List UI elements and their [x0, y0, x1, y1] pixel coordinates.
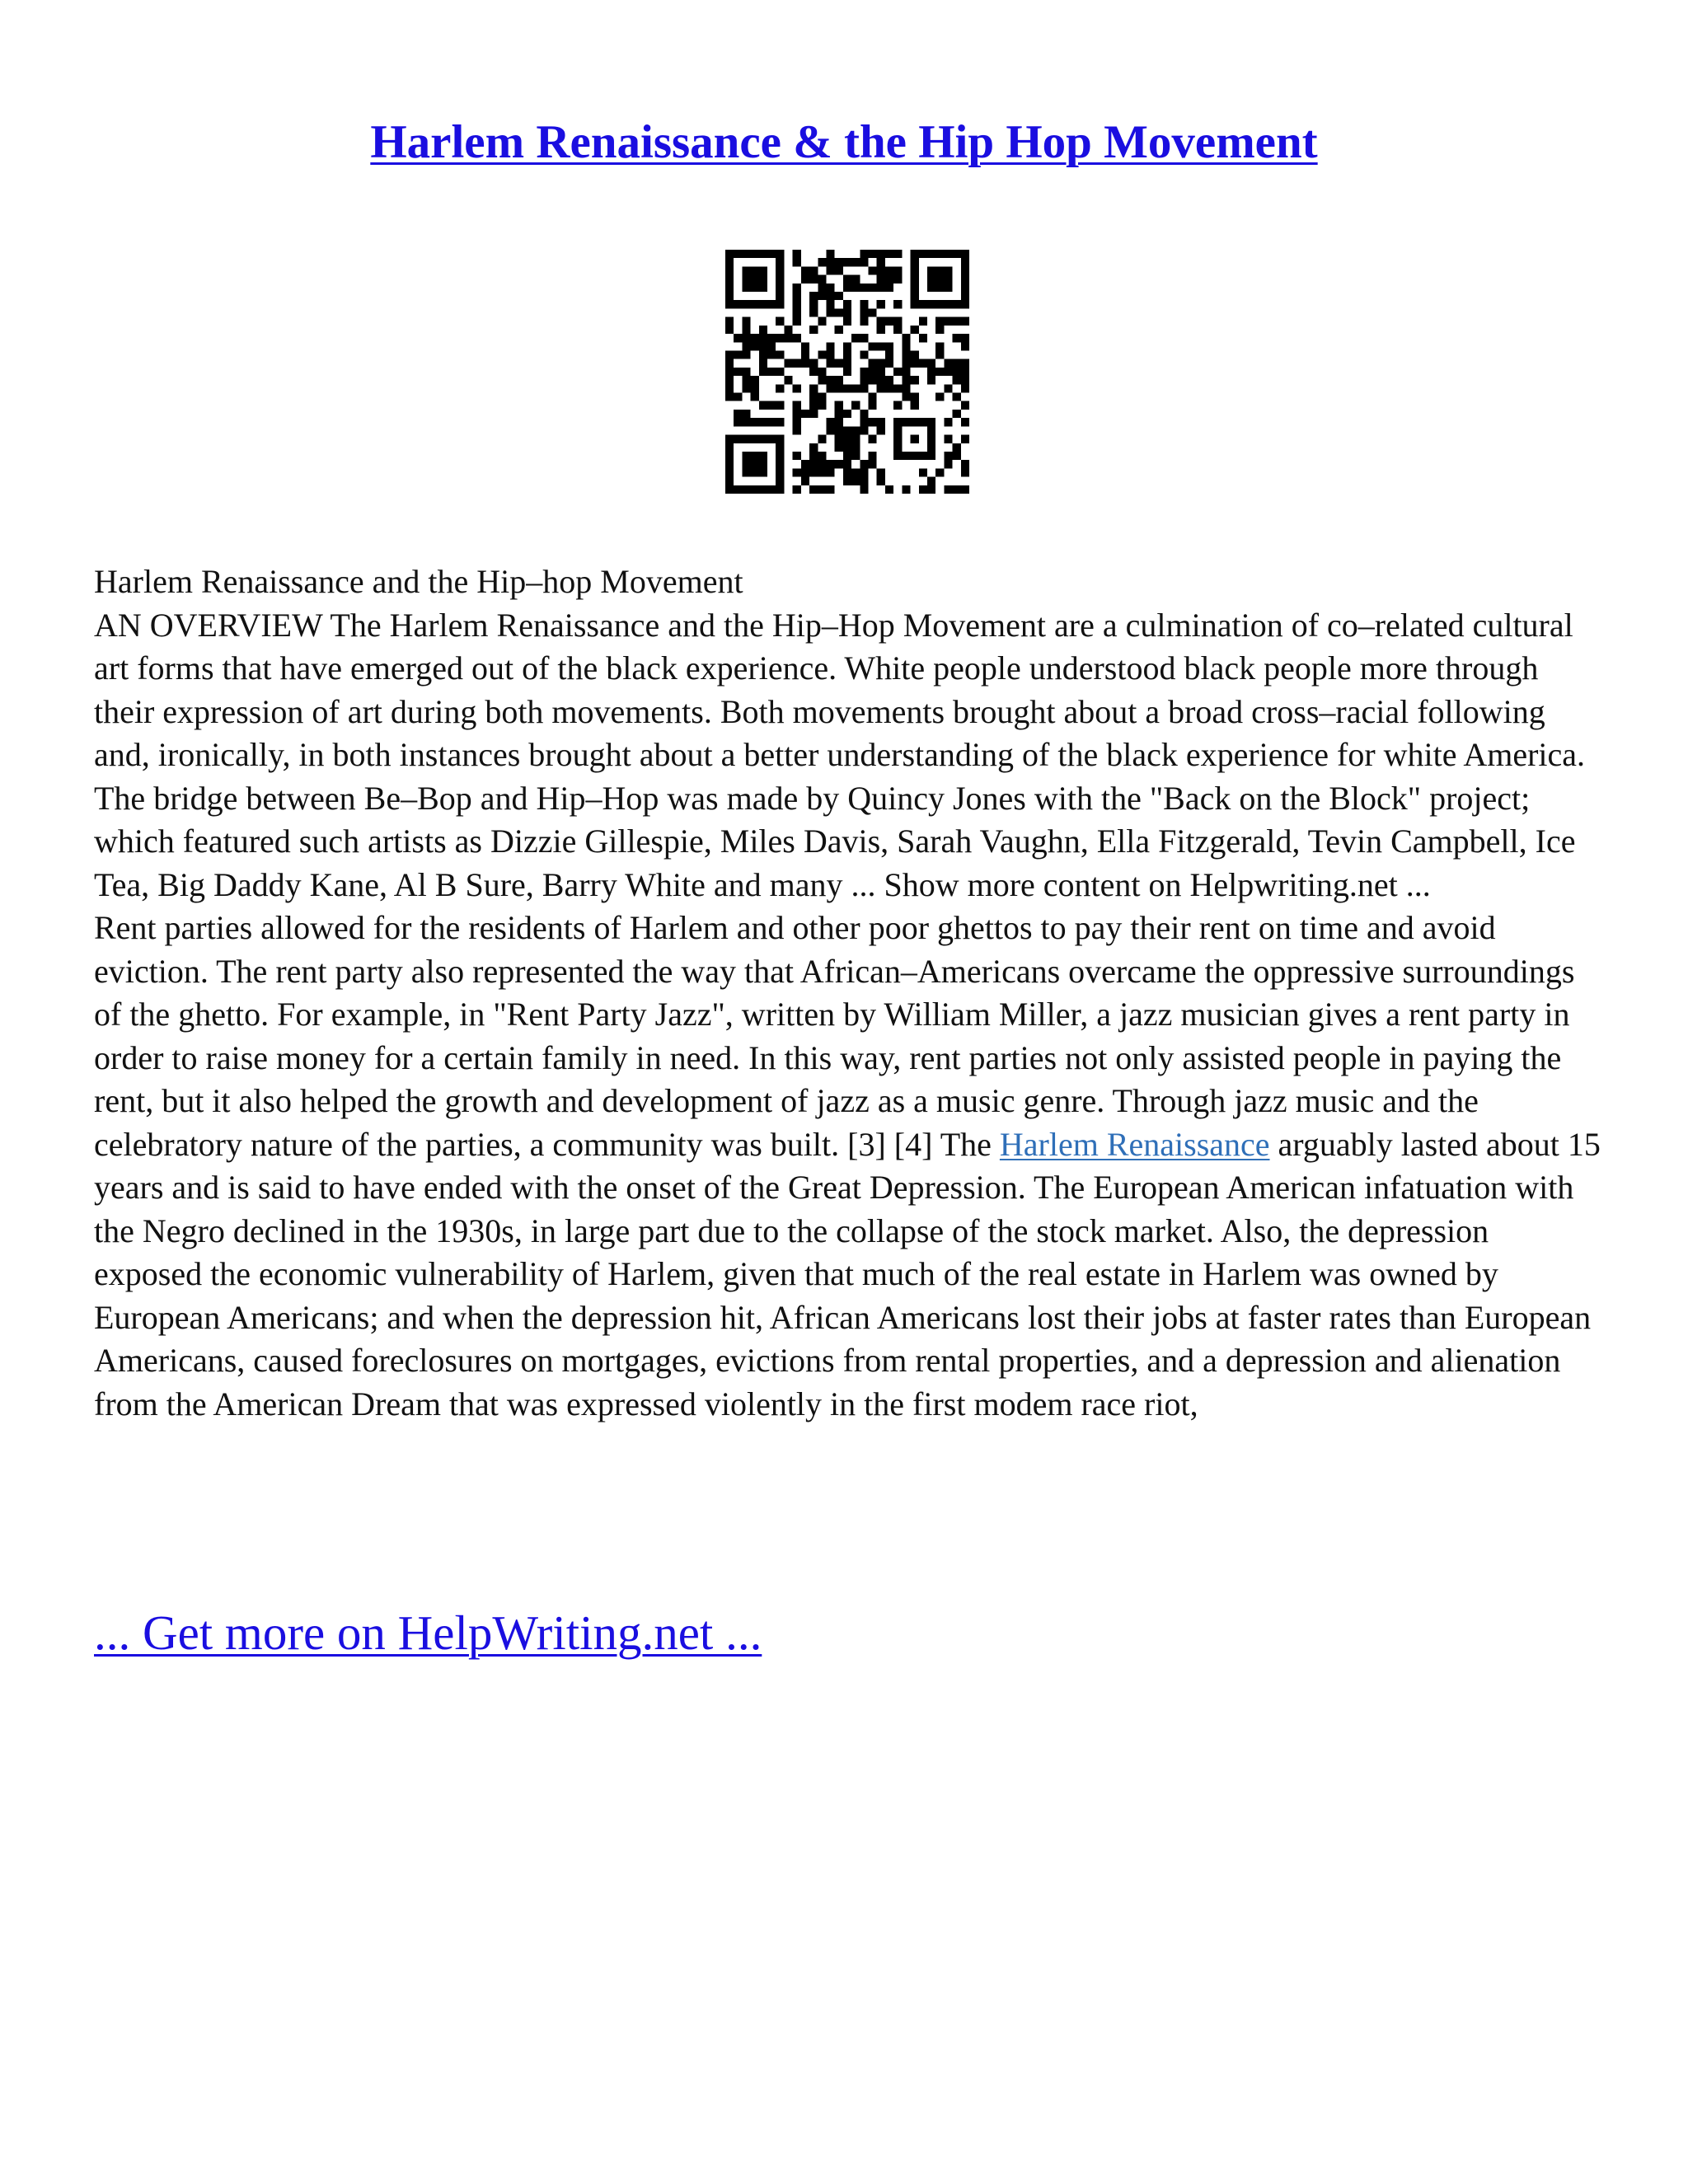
paragraph-text-part-2: arguably lasted about 15 years and is said to have ended with the onset of the Great Depression. The European American infatuation with the Negro declined in the 1930s, in large part due to the collapse of the stock market. Also, the depression exposed the economic vulnerability of Harlem, given that much of the real estate in Harlem was owned by European Americans; and when the depression hit, African Americans lost their jobs at faster rates than European Americans, caused foreclosures on mortgages, evictions from rental properties, and a depression and alienation from the American Dream that was expressed violently in the first modem race riot,	[94, 1125, 1601, 1422]
more-link-container	[94, 1604, 762, 1661]
title-link[interactable]: Harlem Renaissance & the Hip Hop Movement	[370, 116, 1318, 168]
overview-paragraph: AN OVERVIEW The Harlem Renaissance and the Hip–Hop Movement are a culmination of co–related cultural art forms that have emerged out of the black experience. White people understood black people more through their expression of art during both movements. Both movements brought about a broad cross–racial following and, ironically, in both instances brought about a better understanding of the black experience for white America. The bridge between Be–Bop and Hip–Hop was made by Quincy Jones with the "Back on the Block" project; which featured such artists as Dizzie Gillespie, Miles Davis, Sarah Vaughn, Ella Fitzgerald, Tevin Campbell, Ice Tea, Big Daddy Kane, Al B Sure, Barry White and many ... Show more content on Helpwriting.net ...	[94, 606, 1586, 903]
rent-party-paragraph	[94, 907, 1602, 1426]
paragraph-text-part-1: Rent parties allowed for the residents of Harlem and other poor ghettos to pay their rent on time and avoid eviction. The rent party also represented the way that African–Americans overcame the oppressive surroundings of the ghetto. For example, in "Rent Party Jazz", written by William Miller, a jazz musician gives a rent party in order to raise money for a certain family in need. In this way, rent parties not only assisted people in paying the rent, but it also helped the growth and development of jazz as a music genre. Through jazz music and the celebratory nature of the parties, a community was built. [3] [4] The	[94, 909, 1575, 1163]
harlem-renaissance-link[interactable]: Harlem Renaissance	[999, 1125, 1270, 1163]
article-subtitle: Harlem Renaissance and the Hip–hop Movement	[94, 563, 743, 600]
article-body	[94, 560, 1602, 1426]
page-title	[0, 114, 1688, 171]
qr-code-icon	[725, 250, 969, 494]
get-more-link[interactable]: ... Get more on HelpWriting.net ...	[94, 1605, 762, 1660]
